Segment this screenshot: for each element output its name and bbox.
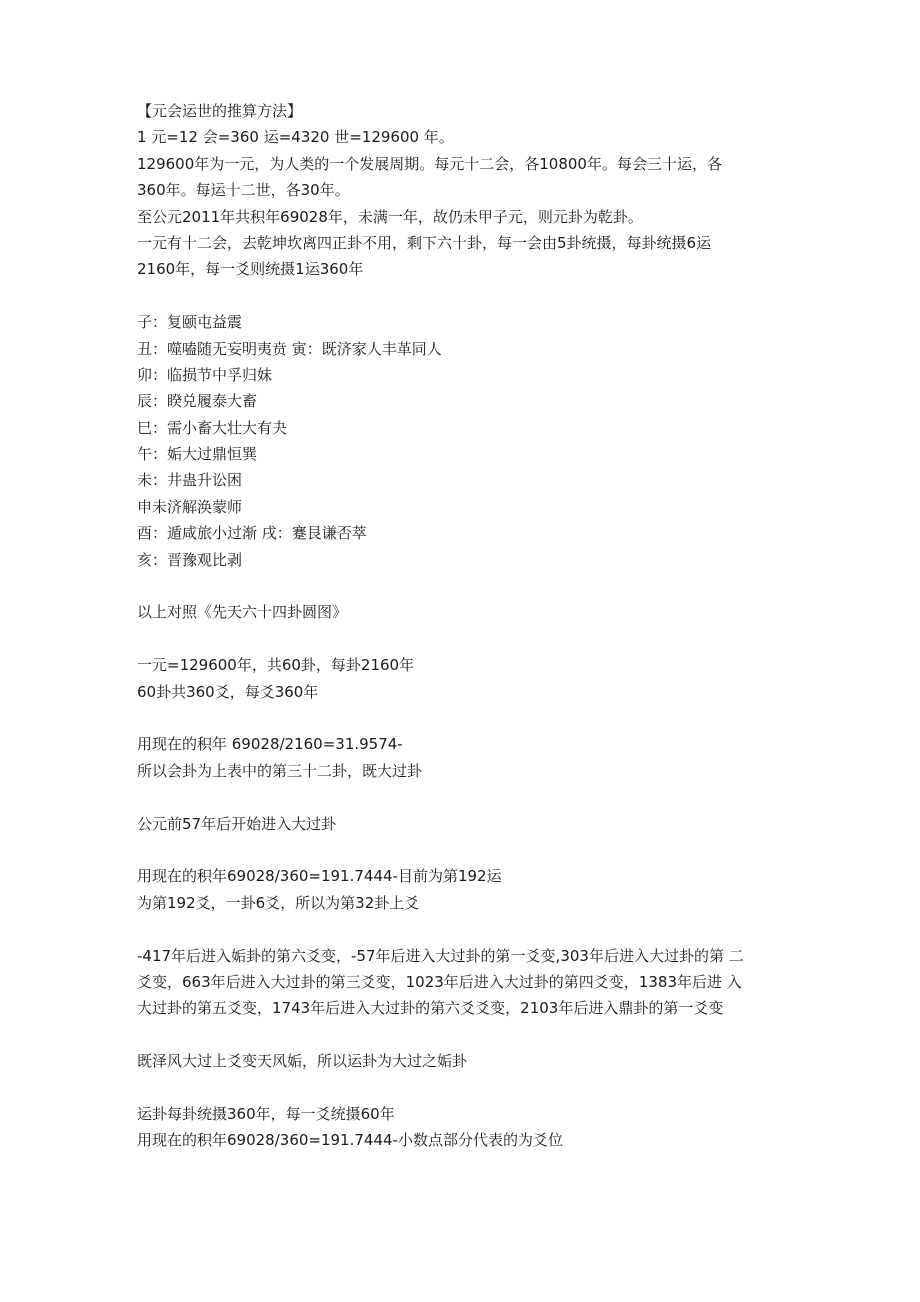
paragraph-spacer: [137, 916, 817, 942]
paragraph-spacer: [137, 837, 817, 863]
timeline-line: 爻变，663年后进入大过卦的第三爻变，1023年后进入大过卦的第四爻变，1383年后进 入: [137, 972, 742, 991]
paragraph-spacer: [137, 573, 817, 599]
intro-line: 1 元=12 会=360 运=4320 世=129600 年。: [137, 128, 454, 147]
document-title: 【元会运世的推算方法】: [137, 102, 303, 120]
hexagram-list-item: 辰：睽兑履泰大畜: [137, 392, 258, 411]
intro-line: 129600年为一元，为人类的一个发展周期。每元十二会，各10800年。每会三十运，各: [137, 154, 722, 173]
intro-line: 2160年，每一爻则统摄1运360年: [137, 260, 364, 279]
hexagram-list-item: 巳：需小畜大壮大有夬: [137, 418, 288, 437]
paragraph-spacer: [137, 626, 817, 652]
timeline-line: -417年后进入姤卦的第六爻变，-57年后进入大过卦的第一爻变,303年后进入大过卦的第 二: [137, 946, 744, 965]
note-line: 公元前57年后开始进入大过卦: [137, 814, 337, 833]
calculation-line: 为第192爻，一卦6爻，所以为第32卦上爻: [137, 893, 420, 912]
calculation-line: 用现在的积年69028/360=191.7444-目前为第192运: [137, 867, 502, 886]
paragraph-spacer: [137, 784, 817, 810]
intro-line: 至公元2011年共积年69028年，未满一年，故仍未甲子元，则元卦为乾卦。: [137, 207, 643, 226]
timeline-line: 大过卦的第五爻变，1743年后进入大过卦的第六爻爻变，2103年后进入鼎卦的第一爻变: [137, 999, 724, 1018]
hexagram-list-item: 丑：噬嗑随无妄明夷贲 寅：既济家人丰革同人: [137, 339, 442, 358]
document-body: [137, 98, 817, 1154]
hexagram-list-item: 申未济解涣蒙师: [137, 497, 243, 516]
summary-line: 60卦共360爻，每爻360年: [137, 682, 319, 701]
hexagram-list-item: 酉：遁咸旅小过渐 戌：蹇艮谦否萃: [137, 524, 367, 543]
reference-line: 以上对照《先天六十四卦圆图》: [137, 603, 348, 622]
summary-line: 一元=129600年，共60卦，每卦2160年: [137, 656, 415, 675]
hexagram-list-item: 亥：晋豫观比剥: [137, 550, 243, 569]
paragraph-spacer: [137, 1022, 817, 1048]
hexagram-list-item: 卯：临损节中孚归妹: [137, 365, 273, 384]
paragraph-spacer: [137, 705, 817, 731]
hexagram-list-item: 子：复颐屯益震: [137, 313, 243, 332]
paragraph-spacer: [137, 283, 817, 309]
hexagram-list-item: 午：姤大过鼎恒巽: [137, 445, 258, 464]
calculation-line: 所以会卦为上表中的第三十二卦，既大过卦: [137, 761, 423, 780]
intro-line: 一元有十二会，去乾坤坎离四正卦不用，剩下六十卦，每一会由5卦统摄，每卦统摄6运: [137, 233, 712, 252]
intro-line: 360年。每运十二世，各30年。: [137, 181, 350, 200]
hexagram-list-item: 未：井蛊升讼困: [137, 471, 243, 490]
calculation-line: 运卦每卦统摄360年，每一爻统摄60年: [137, 1104, 395, 1123]
calculation-line: 用现在的积年 69028/2160=31.9574-: [137, 735, 403, 754]
calculation-line: 用现在的积年69028/360=191.7444-小数点部分代表的为爻位: [137, 1131, 563, 1150]
paragraph-spacer: [137, 1074, 817, 1100]
note-line: 既泽风大过上爻变天风姤，所以运卦为大过之姤卦: [137, 1052, 468, 1071]
